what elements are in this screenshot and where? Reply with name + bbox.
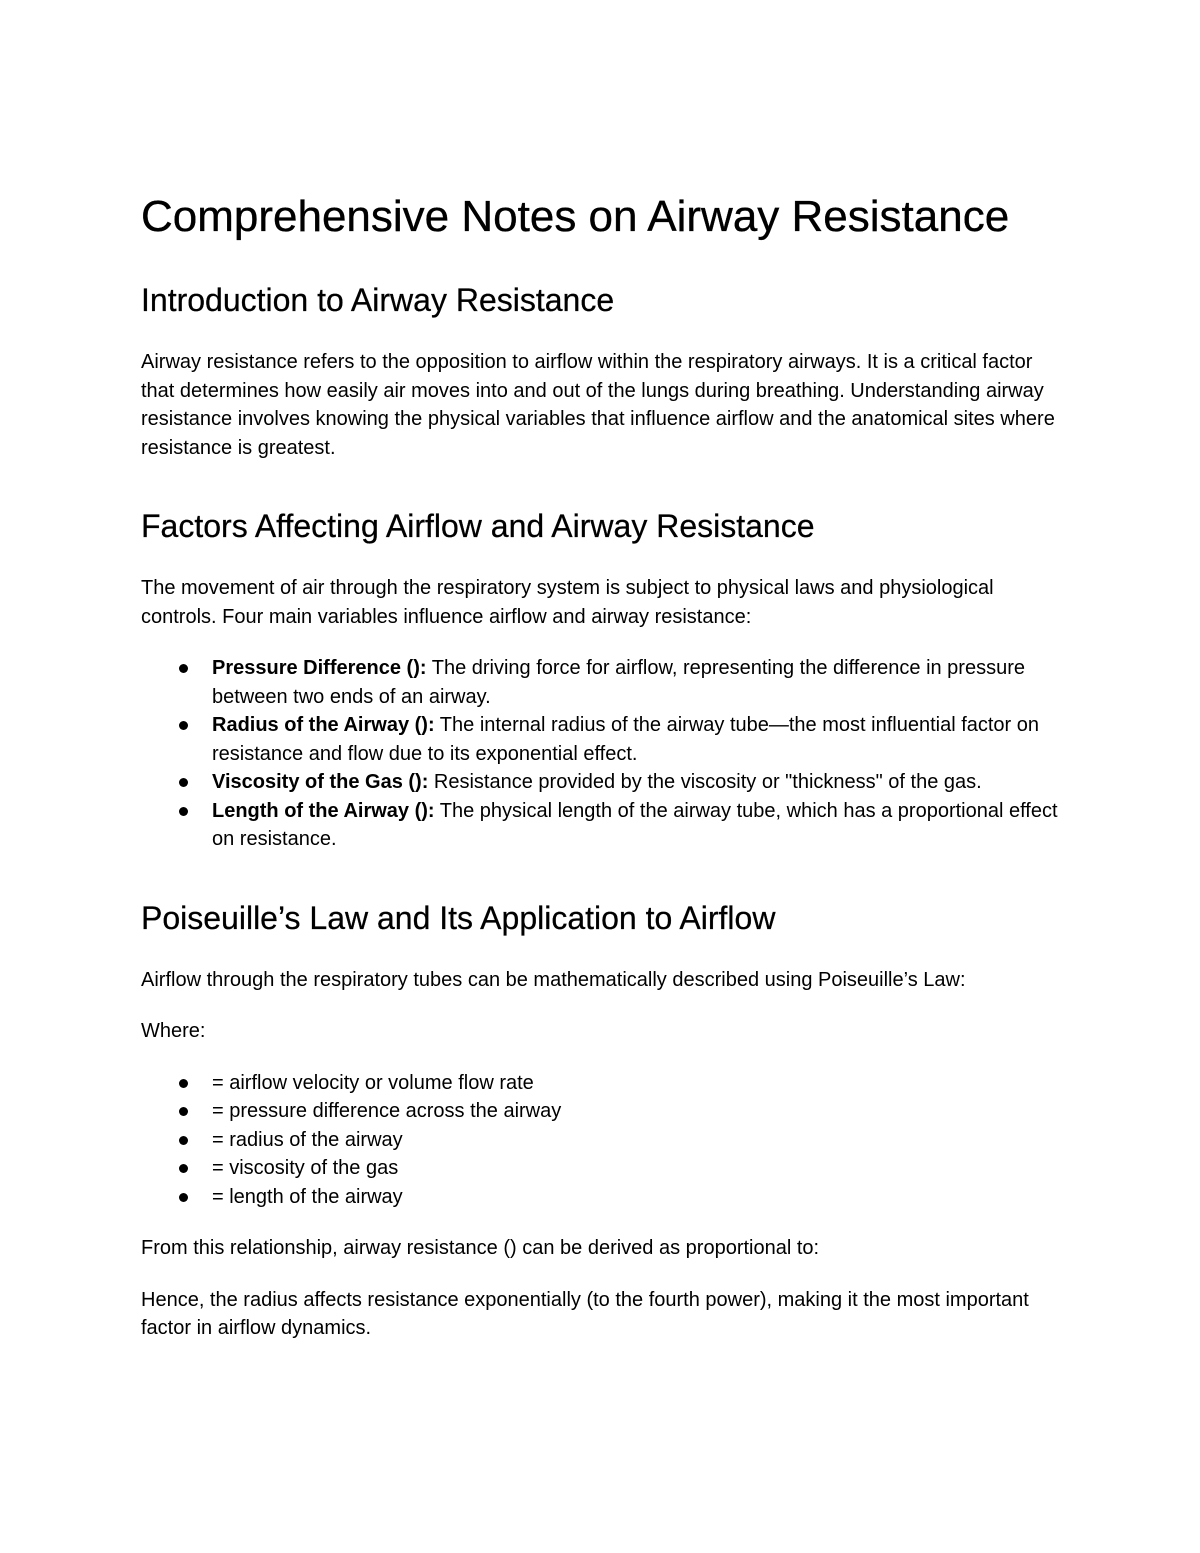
list-item xyxy=(141,654,1061,711)
bullet-icon xyxy=(179,1193,188,1202)
list-item-text: = pressure difference across the airway xyxy=(212,1100,562,1122)
list-item xyxy=(141,797,1061,854)
section-heading: Introduction to Airway Resistance xyxy=(141,282,615,318)
variables-list xyxy=(141,1069,1061,1212)
list-item xyxy=(141,1183,1061,1212)
document-title: Comprehensive Notes on Airway Resistance xyxy=(141,192,1010,241)
list-item-term: Pressure Difference (): xyxy=(212,657,427,679)
bullet-icon xyxy=(179,778,188,787)
bullet-icon xyxy=(179,664,188,673)
list-item xyxy=(141,1126,1061,1155)
list-item xyxy=(141,1069,1061,1098)
section-heading: Factors Affecting Airflow and Airway Resistance xyxy=(141,508,815,544)
bullet-icon xyxy=(179,1107,188,1116)
where-label: Where: xyxy=(141,1020,206,1042)
document-page xyxy=(141,188,1061,1366)
bullet-icon xyxy=(179,721,188,730)
list-item-term: Length of the Airway (): xyxy=(212,799,435,822)
section-factors xyxy=(141,506,1061,854)
list-item-text: The driving force for airflow, representing the difference in pressure between two ends of an airway. xyxy=(212,657,1025,708)
factors-list xyxy=(141,654,1061,854)
list-item-term: Viscosity of the Gas (): xyxy=(212,771,429,793)
list-item-term: Radius of the Airway (): xyxy=(212,714,435,736)
list-item xyxy=(141,768,1061,797)
section-poiseuille xyxy=(141,898,1061,1343)
list-item-text: = radius of the airway xyxy=(212,1128,403,1151)
section-paragraph: Airflow through the respiratory tubes can be mathematically described using Poiseuille’s Law: xyxy=(141,968,966,991)
section-paragraph: From this relationship, airway resistance () can be derived as proportional to: xyxy=(141,1237,820,1259)
list-item xyxy=(141,711,1061,768)
list-item-text: = length of the airway xyxy=(212,1185,403,1208)
section-paragraph: The movement of air through the respiratory system is subject to physical laws and physiological controls. Four main variables influence airflow and airway resistance: xyxy=(141,577,994,628)
list-item xyxy=(141,1154,1061,1183)
bullet-icon xyxy=(179,1136,188,1145)
bullet-icon xyxy=(179,807,188,816)
list-item-text: = airflow velocity or volume flow rate xyxy=(212,1071,534,1094)
section-heading: Poiseuille’s Law and Its Application to Airflow xyxy=(141,899,776,936)
list-item-text: The physical length of the airway tube, which has a proportional effect on resistance. xyxy=(212,799,1058,850)
section-paragraph: Airway resistance refers to the opposition to airflow within the respiratory airways. It is a critical factor that determines how easily air moves into and out of the lungs during breathing. Understanding airway resistance involves knowing the physical variables that influence airflow and the anatomical sites where resistance is greatest. xyxy=(141,351,1055,459)
bullet-icon xyxy=(179,1164,188,1173)
section-paragraph: Hence, the radius affects resistance exponentially (to the fourth power), making it the most important factor in airflow dynamics. xyxy=(141,1288,1029,1339)
list-item-text: Resistance provided by the viscosity or "thickness" of the gas. xyxy=(428,771,982,793)
list-item-text: The internal radius of the airway tube—the most influential factor on resistance and flow due to its exponential effect. xyxy=(212,714,1040,765)
bullet-icon xyxy=(179,1079,188,1088)
list-item xyxy=(141,1097,1061,1126)
list-item-text: = viscosity of the gas xyxy=(212,1157,399,1179)
section-introduction xyxy=(141,280,1061,462)
